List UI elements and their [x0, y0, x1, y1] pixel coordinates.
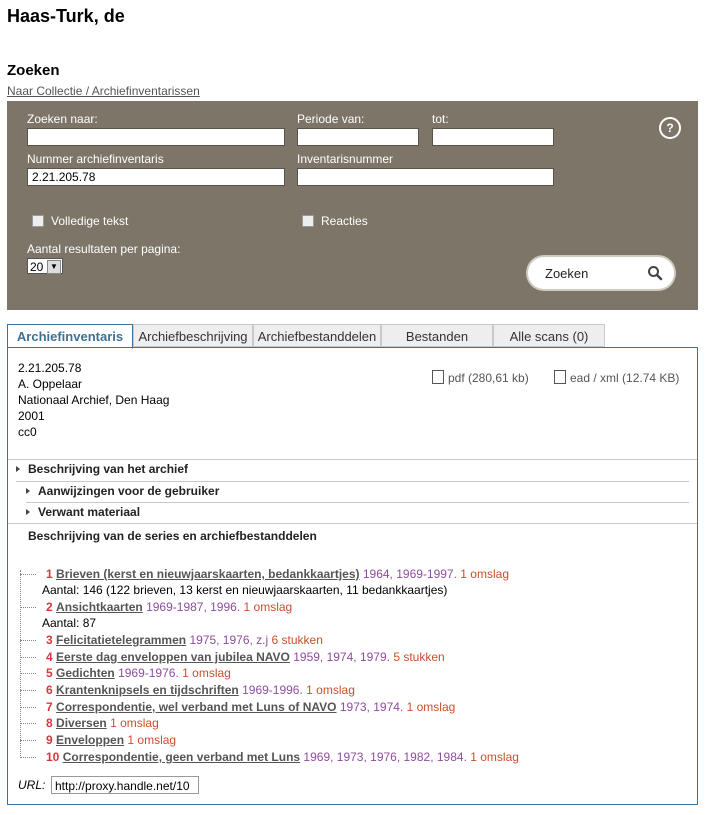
period-to-label: tot: — [432, 112, 449, 126]
series-tree-lines — [17, 566, 45, 762]
detail-line: 2001 — [18, 409, 45, 423]
series-number: 2 — [46, 600, 53, 614]
series-title-link[interactable]: Correspondentie, geen verband met Luns — [62, 750, 301, 764]
search-icon — [647, 265, 663, 284]
divider — [8, 523, 697, 524]
series-title-link[interactable]: Brieven (kerst en nieuwjaarskaarten, bedankkaartjes) — [56, 567, 360, 581]
detail-line: 2.21.205.78 — [18, 361, 82, 375]
detail-line: A. Oppelaar — [18, 377, 83, 391]
pdf-icon — [432, 370, 444, 384]
document-icon — [554, 370, 566, 384]
search-for-label: Zoeken naar: — [27, 112, 98, 126]
search-input[interactable] — [27, 128, 285, 146]
tab-bestanden[interactable]: Bestanden — [381, 324, 493, 347]
search-button-label: Zoeken — [545, 266, 589, 281]
full-text-label: Volledige tekst — [51, 214, 129, 228]
series-dates: 1969-1996. — [242, 683, 303, 697]
series-title-link[interactable]: Felicitatietelegrammen — [56, 633, 187, 647]
series-dates: 1969, 1973, 1976, 1982, 1984. — [303, 750, 467, 764]
search-button[interactable] — [528, 257, 674, 289]
series-count: Aantal: 146 (122 brieven, 13 kerst en nieuwjaarskaarten, 11 bedankkaartjes) — [42, 583, 448, 597]
series-item — [46, 600, 292, 614]
period-to-input[interactable] — [432, 128, 554, 146]
search-panel — [7, 101, 698, 310]
detail-line: cc0 — [18, 425, 37, 439]
results-per-page-select[interactable] — [27, 258, 63, 274]
full-text-checkbox[interactable] — [32, 215, 44, 227]
series-title-link[interactable]: Diversen — [56, 716, 107, 730]
series-title-link[interactable]: Ansichtkaarten — [56, 600, 143, 614]
page-title: Haas-Turk, de — [7, 6, 125, 26]
url-field[interactable]: http://proxy.handle.net/10 — [51, 776, 199, 794]
tab-bar — [7, 324, 698, 348]
inventory-content — [7, 347, 698, 805]
series-dates: 1969-1987, 1996. — [146, 600, 241, 614]
breadcrumb[interactable]: Naar Collectie / Archiefinventarissen — [7, 84, 200, 98]
series-number: 7 — [46, 700, 53, 714]
inventory-details — [18, 360, 169, 440]
series-dates: 1969-1976. — [118, 666, 179, 680]
section-label: Beschrijving van het archief — [28, 462, 189, 476]
reactions-label: Reacties — [321, 214, 368, 228]
caret-right-icon — [16, 466, 20, 472]
series-item — [46, 750, 519, 764]
series-item — [46, 633, 323, 647]
pdf-link[interactable] — [432, 370, 529, 385]
series-heading: Beschrijving van de series en archiefbestanddelen — [28, 529, 317, 543]
search-heading: Zoeken — [7, 62, 60, 79]
series-title-link[interactable]: Correspondentie, wel verband met Luns of NAVO — [56, 700, 337, 714]
series-extent: 1 omslag — [243, 600, 293, 614]
help-icon[interactable]: ? — [659, 117, 681, 139]
archive-number-input[interactable] — [27, 168, 285, 186]
section-label: Verwant materiaal — [38, 505, 141, 519]
caret-right-icon — [26, 509, 30, 515]
series-number: 8 — [46, 716, 53, 730]
series-extent: 1 omslag — [306, 683, 355, 697]
series-extent: 1 omslag — [182, 666, 231, 680]
tab-archiefbeschrijving[interactable]: Archiefbeschrijving — [133, 324, 253, 347]
series-number: 9 — [46, 733, 53, 747]
series-item — [46, 716, 159, 730]
results-per-page-value: 20 — [30, 260, 44, 274]
series-dates: 1964, 1969-1997. — [362, 567, 457, 581]
series-extent: 6 stukken — [271, 633, 323, 647]
series-title-link[interactable]: Eerste dag enveloppen van jubilea NAVO — [56, 650, 290, 664]
series-number: 5 — [46, 666, 53, 680]
url-label: URL: — [18, 778, 46, 792]
series-item — [46, 650, 445, 664]
inventory-number-input[interactable] — [297, 168, 554, 186]
series-item — [46, 666, 231, 680]
series-extent: 5 stukken — [393, 650, 445, 664]
period-from-label: Periode van: — [297, 112, 365, 126]
series-extent: 1 omslag — [110, 716, 159, 730]
series-extent: 1 omslag — [470, 750, 519, 764]
reactions-checkbox[interactable] — [302, 215, 314, 227]
divider — [8, 459, 697, 460]
series-title-link[interactable]: Gedichten — [56, 666, 115, 680]
divider — [26, 502, 689, 503]
section-archive-description[interactable] — [16, 462, 188, 476]
series-extent: 1 omslag — [127, 733, 177, 747]
series-extent: 1 omslag — [406, 700, 456, 714]
series-item — [46, 683, 355, 697]
series-dates: 1975, 1976, z.j — [189, 633, 269, 647]
series-number: 4 — [46, 650, 53, 664]
pdf-link-label: pdf (280,61 kb) — [448, 371, 529, 385]
series-title-link[interactable]: Enveloppen — [56, 733, 125, 747]
period-from-input[interactable] — [297, 128, 419, 146]
ead-link[interactable] — [554, 370, 679, 385]
results-per-page-label: Aantal resultaten per pagina: — [27, 242, 181, 256]
ead-link-label: ead / xml (12.74 KB) — [570, 371, 680, 385]
series-number: 6 — [46, 683, 53, 697]
series-extent: 1 omslag — [460, 567, 509, 581]
divider — [16, 481, 689, 482]
series-item — [46, 733, 176, 747]
detail-line: Nationaal Archief, Den Haag — [18, 393, 170, 407]
section-label: Aanwijzingen voor de gebruiker — [38, 484, 220, 498]
tab-archiefbestanddelen[interactable]: Archiefbestanddelen — [253, 324, 381, 347]
series-item — [46, 567, 509, 581]
tab-archiefinventaris[interactable]: Archiefinventaris — [7, 324, 133, 349]
series-dates: 1959, 1974, 1979. — [293, 650, 390, 664]
series-title-link[interactable]: Krantenknipsels en tijdschriften — [56, 683, 239, 697]
inventory-number-label: Inventarisnummer — [297, 152, 394, 166]
series-dates: 1973, 1974. — [339, 700, 404, 714]
series-number: 1 — [46, 567, 53, 581]
tab-alle-scans[interactable]: Alle scans (0) — [493, 324, 605, 347]
series-count: Aantal: 87 — [42, 616, 97, 630]
series-number: 10 — [46, 750, 60, 764]
chevron-down-icon[interactable]: ▼ — [47, 260, 61, 274]
section-user-guidance[interactable] — [26, 484, 219, 498]
section-related-material[interactable] — [26, 505, 140, 519]
caret-right-icon — [26, 488, 30, 494]
archive-number-label: Nummer archiefinventaris — [27, 152, 164, 166]
series-number: 3 — [46, 633, 53, 647]
series-item — [46, 700, 455, 714]
